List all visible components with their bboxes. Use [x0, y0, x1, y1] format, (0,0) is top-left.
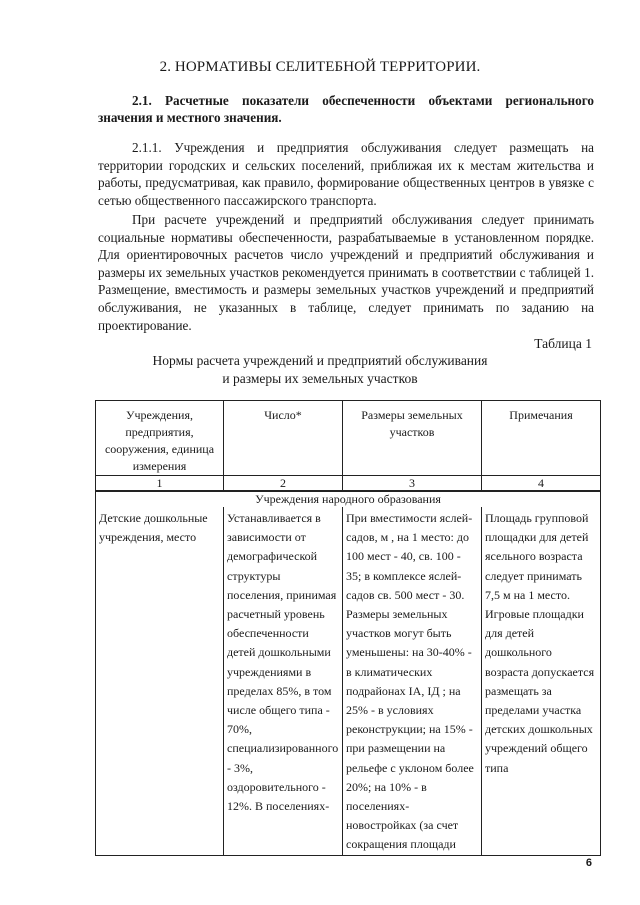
column-number: 3 [343, 476, 482, 492]
table-label: Таблица 1 [534, 336, 592, 351]
table-title-line-1: Нормы расчета учреждений и предприятий обслуживания [152, 353, 488, 368]
cell-notes [482, 507, 601, 855]
section-title: Учреждения народного образования [96, 491, 601, 507]
table-row [96, 507, 601, 855]
page-number: 6 [585, 857, 592, 869]
column-number-row [96, 476, 601, 492]
header-notes: Примечания [482, 401, 601, 476]
header-count: Число* [224, 401, 343, 476]
column-number: 1 [96, 476, 224, 492]
paragraph-1: 2.1.1. Учреждения и предприятия обслуживания следует размещать на территории городских и сельских поселений, приближая их к местам жительства и работы, предусматривая, как правило, формирование общественных центров в увязке с сетью общественного пассажирского транспорта. [98, 140, 594, 208]
table-header-row [96, 401, 601, 476]
subsection-heading: 2.1. Расчетные показатели обеспеченности объектами регионального значения и местного значения. [98, 93, 594, 125]
cell-land-size [343, 507, 482, 855]
section-heading: 2. НОРМАТИВЫ СЕЛИТЕБНОЙ ТЕРРИТОРИИ. [159, 59, 481, 75]
cell-count [224, 507, 343, 855]
column-number: 4 [482, 476, 601, 492]
cell-facility [96, 507, 224, 855]
cell-land-size-text: При вместимости яслей-садов, м , на 1 место: до 100 мест - 40, св. 100 - 35; в комплексе яслей-садов св. 500 мест - 30. Размеры земельных участков могут быть уменьшены: на 30-40% - в климатических подрайонах IА, IД ; на 25% - в условиях реконструкции; на 15% - при размещении на рельефе с уклоном более 20%; на 10% - в поселениях-новостройках (за счет сокращения площади [346, 511, 474, 852]
section-title-row [96, 491, 601, 507]
column-number: 2 [224, 476, 343, 492]
norms-table [95, 400, 601, 856]
cell-facility-text: Детские дошкольные учреждения, место [99, 511, 208, 545]
table-title [0, 352, 640, 388]
cell-notes-text: Площадь групповой площадки для детей ясельного возраста следует принимать 7,5 м на 1 место. Игровые площадки для детей дошкольного возраста допускается размещать за пределами участка детских дошкольных учреждений общего типа [485, 511, 595, 775]
header-facility: Учреждения, предприятия, сооружения, единица измерения [96, 401, 224, 476]
table-title-line-2: и размеры их земельных участков [222, 371, 418, 386]
cell-count-text: Устанавливается в зависимости от демографической структуры поселения, принимая расчетный уровень обеспеченности детей дошкольными учреждениями в пределах 85%, в том числе общего типа - 70%, специализированного - 3%, оздоровительного - 12%. В поселениях- [227, 511, 339, 814]
header-land-size: Размеры земельных участков [343, 401, 482, 476]
paragraph-2: При расчете учреждений и предприятий обслуживания следует принимать социальные нормативы обеспеченности, разрабатываемые в установленном порядке. Для ориентировочных расчетов число учреждений и предприятий обслуживания и размеры их земельных участков рекомендуется принимать в соответствии с таблицей 1. Размещение, вместимость и размеры земельных участков учреждений и предприятий обслуживания, не указанных в таблице, следует принимать по заданию на проектирование. [98, 212, 594, 333]
